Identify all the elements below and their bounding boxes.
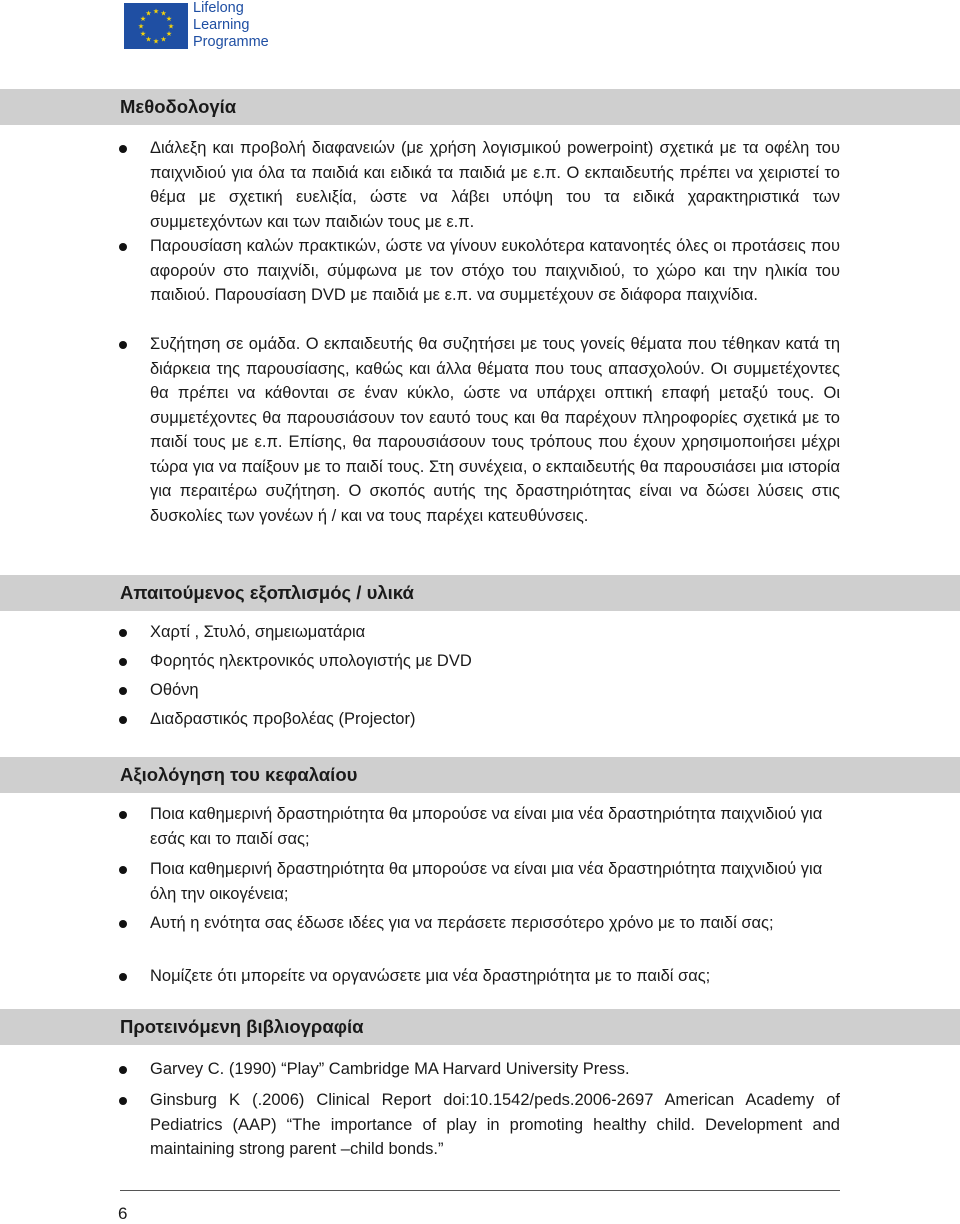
bullet-icon (119, 866, 127, 874)
bullet-icon (119, 716, 127, 724)
list-item: Νομίζετε ότι μπορείτε να οργανώσετε μια νέα δραστηριότητα με το παιδί σας; (0, 964, 840, 989)
section-header-bibliography (0, 1009, 960, 1045)
bullet-icon (119, 658, 127, 666)
list-item: Οθόνη (0, 678, 840, 707)
footer-divider (120, 1190, 840, 1191)
bullet-icon (119, 973, 127, 981)
bullet-icon (119, 687, 127, 695)
list-item: Φορητός ηλεκτρονικός υπολογιστής με DVD (0, 649, 840, 678)
bullet-icon (119, 145, 127, 153)
eu-star-icon: ★ (139, 16, 147, 23)
section-header-equipment (0, 575, 960, 611)
section-title: Απαιτούμενος εξοπλισμός / υλικά (120, 582, 414, 603)
list-item: Χαρτί , Στυλό, σημειωματάρια (0, 620, 840, 649)
bullet-icon (119, 341, 127, 349)
list-item: Ginsburg K (.2006) Clinical Report doi:10.1542/peds.2006-2697 American Academy of Pediatrics (AAP) “The importance of play in promoting healthy child. Development and maintaining strong parent –child bonds.” (0, 1088, 840, 1162)
equipment-list (0, 620, 960, 736)
eu-star-icon: ★ (165, 31, 173, 38)
bullet-icon (119, 1066, 127, 1074)
bibliography-list (0, 1057, 960, 1162)
logo-line-3: Programme (193, 34, 269, 50)
section-title: Προτεινόμενη βιβλιογραφία (120, 1016, 364, 1037)
logo-line-2: Learning (193, 17, 250, 33)
section-header-methodology (0, 89, 960, 125)
list-item: Διάλεξη και προβολή διαφανειών (με χρήση λογισμικού powerpoint) σχετικά με τα οφέλη του παιχνιδιού για όλα τα παιδιά και ειδικά τα παιδιά με ε.π. Ο εκπαιδευτής πρέπει να χειριστεί το θέμα με σχετική ευελιξία, ώστε να λάβει υπόψη του τα ειδικά χαρακτηριστικά των συμμετεχόντων και των παιδιών τους με ε.π. (0, 136, 840, 234)
bullet-icon (119, 243, 127, 251)
list-item: Διαδραστικός προβολέας (Projector) (0, 707, 840, 736)
eu-star-icon: ★ (167, 23, 175, 31)
eu-star-icon: ★ (145, 10, 152, 18)
list-item: Ποια καθημερινή δραστηριότητα θα μπορούσε να είναι μια νέα δραστηριότητα παιχνιδιού για εσάς και το παιδί σας; (0, 802, 840, 857)
logo-text (193, 0, 269, 51)
methodology-list (0, 136, 960, 528)
bullet-icon (119, 920, 127, 928)
page-number: 6 (118, 1204, 128, 1223)
bullet-icon (119, 629, 127, 637)
list-item: Παρουσίαση καλών πρακτικών, ώστε να γίνουν ευκολότερα κατανοητές όλες οι προτάσεις που αφορούν στο παιχνίδι, σύμφωνα με τον στόχο του παιχνιδιού, το χώρο και την ηλικία του παιδιού. Παρουσίαση DVD με παιδιά με ε.π. να συμμετέχουν σε διάφορα παιχνίδια. (0, 234, 840, 332)
bullet-icon (119, 1097, 127, 1105)
list-item: Συζήτηση σε ομάδα. Ο εκπαιδευτής θα συζητήσει με τους γονείς θέματα που τέθηκαν κατά τη διάρκεια της παρουσίασης, καθώς και άλλα θέματα που τους απασχολούν. Οι συμμετέχοντες θα πρέπει να κάθονται σε έναν κύκλο, ώστε να υπάρχει οπτική επαφή μεταξύ τους. Οι συμμετέχοντες θα παρουσιάσουν τον εαυτό τους και θα παρέχουν πληροφορίες σχετικά με το παιδί τους με ε.π. Επίσης, θα παρουσιάσουν τους τρόπους που έχουν χρησιμοποιήσει μέχρι τώρα για να παίξουν με το παιδί τους. Στη συνέχεια, ο εκπαιδευτής θα παρουσιάσει μια ιστορία για περαιτέρω συζήτηση. Ο σκοπός αυτής της δραστηριότητας είναι να δώσει λύσεις στις δυσκολίες των γονέων ή / και να τους παρέχει κατευθύνσεις. (0, 332, 840, 528)
list-item: Αυτή η ενότητα σας έδωσε ιδέες για να περάσετε περισσότερο χρόνο με το παιδί σας; (0, 911, 840, 964)
eu-star-icon: ★ (160, 10, 167, 18)
bullet-icon (119, 811, 127, 819)
eu-star-icon: ★ (152, 38, 160, 46)
evaluation-list (0, 802, 960, 989)
logo-line-1: Lifelong (193, 0, 244, 16)
section-header-evaluation (0, 757, 960, 793)
eu-star-icon: ★ (152, 8, 160, 16)
list-item: Garvey C. (1990) “Play” Cambridge MA Harvard University Press. (0, 1057, 840, 1088)
section-title: Αξιολόγηση του κεφαλαίου (120, 764, 358, 785)
eu-star-icon: ★ (165, 16, 173, 23)
eu-star-icon: ★ (160, 36, 167, 44)
list-item: Ποια καθημερινή δραστηριότητα θα μπορούσε να είναι μια νέα δραστηριότητα παιχνιδιού για όλη την οικογένεια; (0, 857, 840, 911)
eu-star-icon: ★ (139, 31, 147, 38)
section-title: Μεθοδολογία (120, 96, 237, 117)
eu-star-icon: ★ (145, 36, 152, 44)
eu-star-icon: ★ (137, 23, 145, 31)
eu-flag-icon (124, 3, 188, 49)
